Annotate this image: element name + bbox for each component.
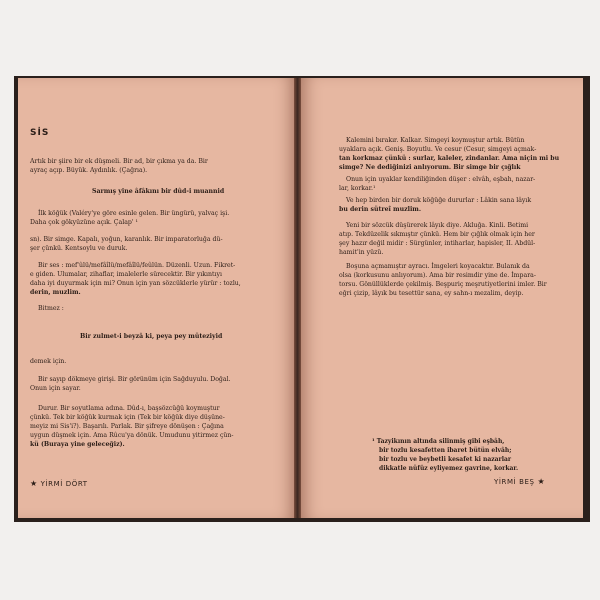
text-line: Bitmez : bbox=[38, 305, 64, 312]
page-header: SİS bbox=[30, 128, 50, 138]
text-line: derin, muzlim. bbox=[30, 289, 81, 296]
text-line: Durur. Bir soyutlama adına. Dûd-ı, başsözcüğü koymuştur bbox=[38, 405, 220, 412]
text-line: Daha çok gökyüzüne açık. Çalap' ¹ bbox=[30, 219, 138, 226]
text-line: Yeni bir sözcük düşürerek lâyık diye. Akluğa. Kinli. Betimi bbox=[346, 222, 529, 229]
text-line: torsu. Gönüllüklerde çekilmiş. Beşpuriç meşrutiyetlerini imler. Bir bbox=[339, 281, 547, 288]
text-line: sn). Bir simge. Kapalı, yoğun, karanlık. Bir imparatorluğa dü- bbox=[30, 236, 223, 243]
footnote-line: bir tozlu ve beybetli kesafet ki nazarlar bbox=[379, 456, 512, 463]
text-line: şer çünkü. Kentsoylu ve duruk. bbox=[30, 245, 128, 252]
text-line: lar, korkar.¹ bbox=[339, 185, 376, 192]
text-line: uyaklara açık. Geniş. Boyutlu. Ve cesur (Cesur, simgeyi açmak- bbox=[339, 146, 537, 153]
text-line: simge? Ne dediğinizi anlıyorum. Bir simge bir çığlık bbox=[339, 164, 521, 171]
text-line: olsa (korkusunu anlıyorum). Ama bir resimdir yine de. İmpara- bbox=[339, 272, 536, 279]
verse-line: Sarmış yine âfâkını bir dûd-i muannid bbox=[92, 188, 225, 195]
left-page bbox=[18, 78, 297, 518]
footnote-line: ¹ Tazyikının altında silinmiş gibi eşbâh, bbox=[372, 438, 505, 445]
star-icon: ★ bbox=[30, 479, 38, 488]
footnote-line: bir tozlu kesafetten ibaret bütün elvâh; bbox=[379, 447, 512, 454]
text-line: Bir sayıp dökmeye girişi. Bir görünüm için Sağduyulu. Doğal. bbox=[38, 376, 231, 383]
text-line: Boşuna açmamıştır ayracı. İmgeleri koyacaktır. Bulanık da bbox=[346, 263, 530, 270]
text-line: Ve hep birden bir doruk köğüğe dururlar : Lâkin sana lâyık bbox=[346, 197, 532, 204]
text-line: eğri çizip, lâyık bu tesettür sana, ey sahn-ı mezalim, deyip. bbox=[339, 290, 524, 297]
text-line: atıp. Tekdüzelik sıkmıştır çünkü. Hem bir çığlık olmak için her bbox=[339, 231, 535, 238]
text-line: meyiz mi Sis'i?). Başarılı. Parlak. Bir şifreye dönüşen : Çağına bbox=[30, 423, 224, 430]
text-line: bu derin sütreî muzlim. bbox=[339, 206, 422, 213]
text-line: demek için. bbox=[30, 358, 67, 365]
text-line: çünkü. Tek bir köğük kurmak için (Tek bir köğük diye düşüne- bbox=[30, 414, 225, 421]
text-line: Onun için uyaklar kendiliğinden düşer : elvâh, eşbah, nazar- bbox=[346, 176, 536, 183]
page-number: YİRMİ BEŞ bbox=[494, 478, 535, 486]
footnote-line: dikkatle nüfûz eyliyemez gavrine, korkar. bbox=[379, 465, 519, 472]
text-line: hamit'in yüzü. bbox=[339, 249, 384, 256]
text-line: kü (Buraya yine geleceğiz). bbox=[30, 441, 125, 448]
page-number: YİRMİ DÖRT bbox=[40, 480, 88, 488]
text-line: e giden. Ulumalar, zihaflar, imalelerle sürecektir. Bir yıkıntıyı bbox=[30, 271, 222, 278]
page-footer-right bbox=[494, 477, 545, 486]
text-line: İlk köğük (Valéry'ye göre esinle gelen. Bir üngürü, yalvaç işi. bbox=[38, 210, 230, 217]
book-gutter bbox=[294, 78, 301, 518]
text-line: uygun düşmek için. Ama Rûcu'ya dönük. Umudunu yitirmez çün- bbox=[30, 432, 234, 439]
text-line: daha iyi duyurmak için mi? Onun için yan sözcüklerle yürür : tozlu, bbox=[30, 280, 241, 287]
star-icon: ★ bbox=[537, 477, 546, 486]
text-line: ayraç açıp. Büyük. Aydınlık. (Çağrıa). bbox=[30, 167, 148, 174]
text-line: Onun için sayar. bbox=[30, 385, 81, 392]
text-line: tan korkmaz çünkü : surlar, kaleler, zindanlar. Ama niçin mi bu bbox=[339, 155, 560, 162]
text-line: şey hazır değil midir : Sürgünler, intiharlar, hapisler, II. Abdül- bbox=[339, 240, 536, 247]
verse-line: Bir zulmet-i beyzâ ki, peya pey müteziyid bbox=[80, 333, 223, 340]
text-line: Artık bir şiire bir ek düşmeli. Bir ad, bir çıkma ya da. Bir bbox=[30, 158, 208, 165]
text-line: Bir ses : mef'ûlü/mefâîlü/mefâîlü/feûlün. Düzenli. Uzun. Fikret- bbox=[38, 262, 236, 269]
text-line: Kalemini bırakır. Kalkar. Simgeyi koymuştur artık. Bütün bbox=[346, 137, 525, 144]
page-footer-left bbox=[30, 479, 88, 488]
